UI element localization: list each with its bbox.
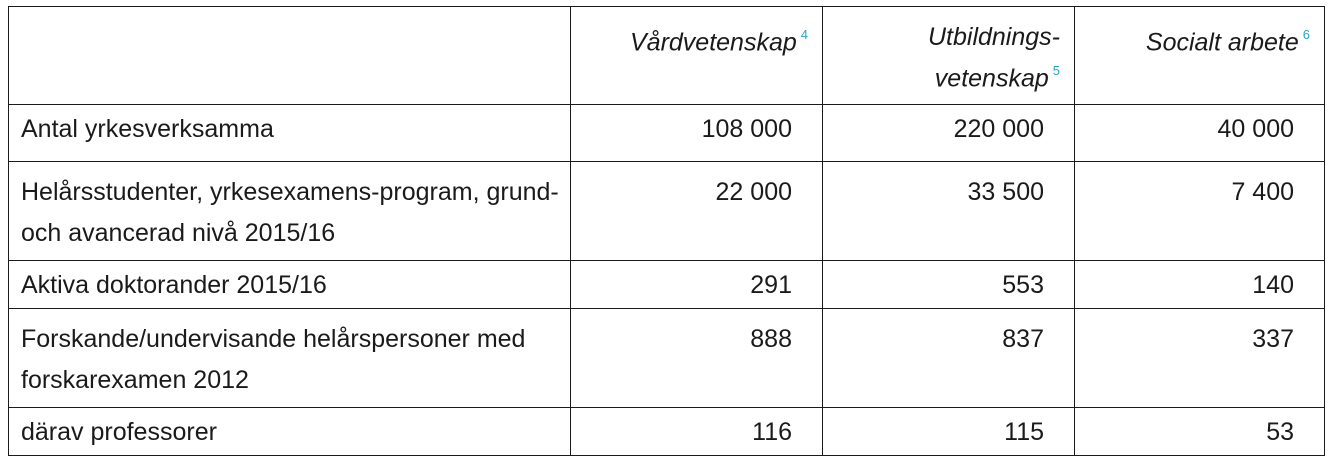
table-row xyxy=(9,105,1325,162)
cell-value: 53 xyxy=(1075,408,1325,456)
cell-value: 888 xyxy=(571,309,823,408)
cell-value: 115 xyxy=(823,408,1075,456)
header-vardvetenskap xyxy=(571,7,823,105)
cell-value: 337 xyxy=(1075,309,1325,408)
header-utbildningsvetenskap xyxy=(823,7,1075,105)
row-label: därav professorer xyxy=(9,408,571,456)
cell-value: 33 500 xyxy=(823,162,1075,261)
footnote-marker: 5 xyxy=(1052,63,1060,78)
row-label: Antal yrkesverksamma xyxy=(9,105,571,162)
row-label: Aktiva doktorander 2015/16 xyxy=(9,261,571,309)
header-label: Socialt arbete xyxy=(1145,28,1299,57)
footnote-marker: 4 xyxy=(800,27,808,42)
row-label: Helårsstudenter, yrkesexamens-program, grund- och avancerad nivå 2015/16 xyxy=(9,162,571,261)
cell-value: 116 xyxy=(571,408,823,456)
cell-value: 40 000 xyxy=(1075,105,1325,162)
row-label: Forskande/undervisande helårspersoner med forskarexamen 2012 xyxy=(9,309,571,408)
header-row xyxy=(9,7,1325,105)
cell-value: 837 xyxy=(823,309,1075,408)
table-row xyxy=(9,162,1325,261)
cell-value: 7 400 xyxy=(1075,162,1325,261)
header-label: Utbildnings-vetenskap xyxy=(927,23,1060,93)
cell-value: 140 xyxy=(1075,261,1325,309)
table-row xyxy=(9,408,1325,456)
cell-value: 553 xyxy=(823,261,1075,309)
cell-value: 220 000 xyxy=(823,105,1075,162)
cell-value: 291 xyxy=(571,261,823,309)
header-label: Vårdvetenskap xyxy=(629,28,797,57)
header-socialt-arbete xyxy=(1075,7,1325,105)
table-row xyxy=(9,261,1325,309)
header-corner-cell xyxy=(9,7,571,105)
table-row xyxy=(9,309,1325,408)
cell-value: 22 000 xyxy=(571,162,823,261)
statistics-table xyxy=(8,6,1325,456)
footnote-marker: 6 xyxy=(1302,27,1310,42)
cell-value: 108 000 xyxy=(571,105,823,162)
